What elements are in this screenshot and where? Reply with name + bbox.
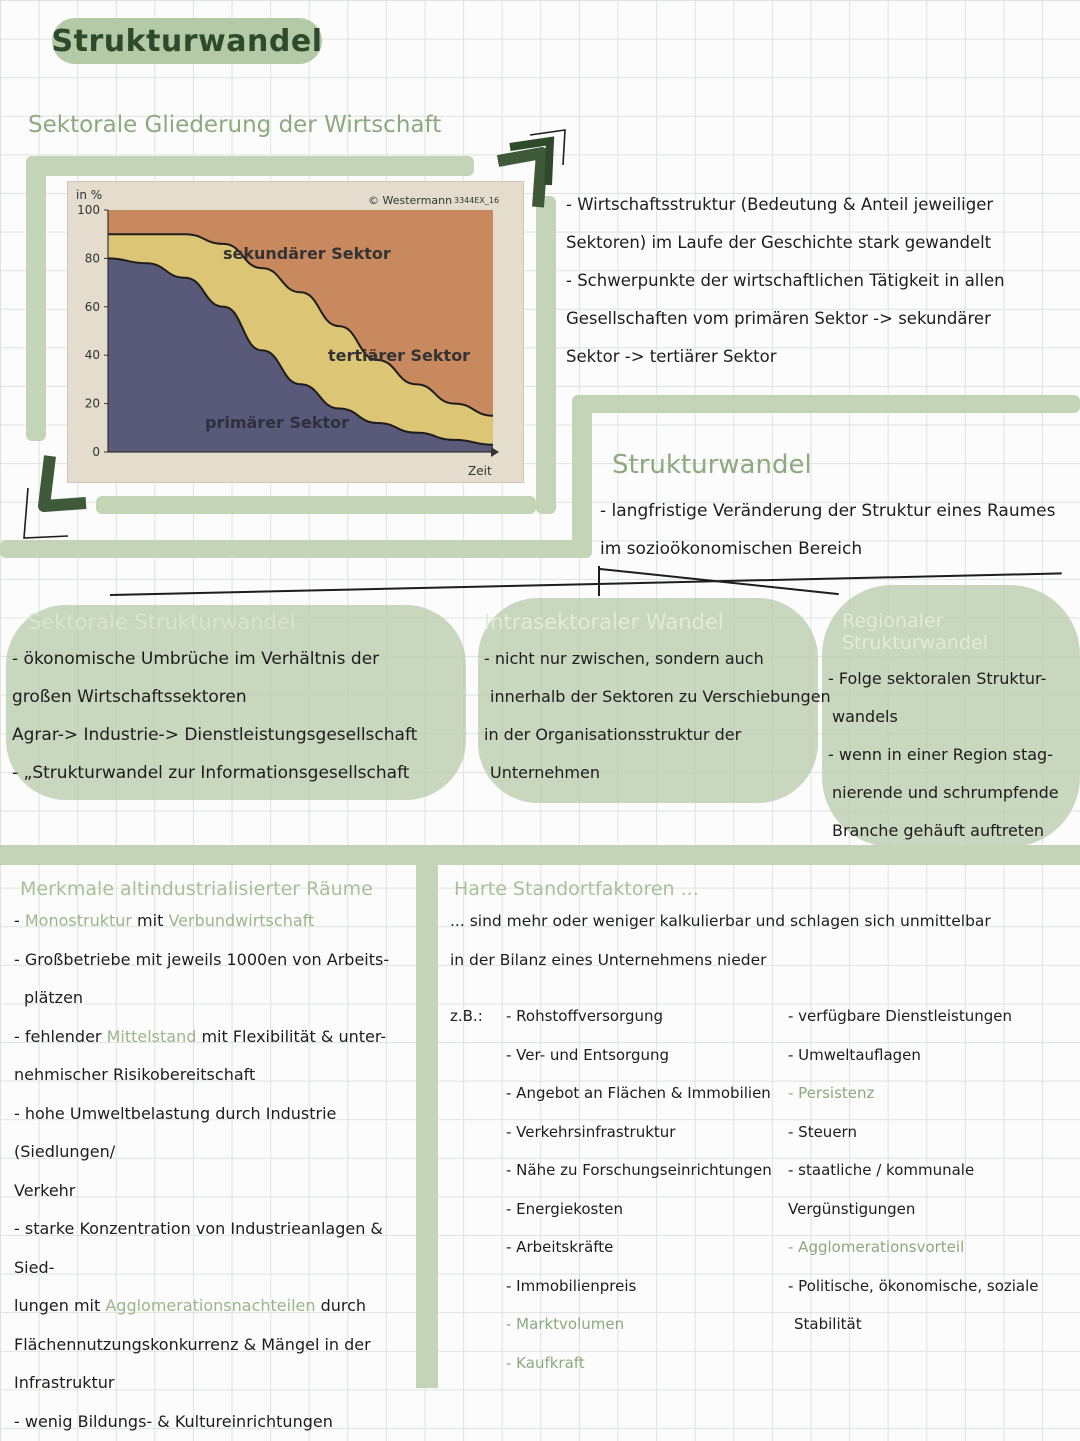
y-tick-label: 100	[77, 203, 100, 217]
sektoral-heading: Sektorale Strukturwandel	[28, 610, 417, 634]
text-line: - Umweltauflagen	[788, 1036, 1078, 1075]
list-item: - hohe Umweltbelastung durch Industrie (Siedlungen/	[14, 1095, 414, 1172]
separator-bar-vertical	[416, 845, 438, 1388]
frame-bar-top	[26, 156, 474, 176]
harte-intro	[450, 902, 1075, 979]
frame-bar-left	[26, 156, 46, 441]
text-line: - Steuern	[788, 1113, 1078, 1152]
merkmale-list	[14, 902, 414, 1441]
list-item	[14, 1287, 414, 1326]
list-item: nehmischer Risikobereitschaft	[14, 1056, 414, 1095]
series-label-tertiaer: tertiärer Sektor	[328, 346, 470, 365]
intrasektoral-lines	[484, 640, 831, 792]
list-item: Infrastruktur	[14, 1364, 414, 1403]
text-line: - Immobilienpreis	[506, 1267, 806, 1306]
section-heading-sektorale-gliederung: Sektorale Gliederung der Wirtschaft	[28, 112, 441, 138]
text-part: mit	[132, 911, 168, 930]
intrasektoral-column	[484, 610, 831, 792]
text-line: - Politische, ökonomische, soziale	[788, 1267, 1078, 1306]
harte-left-list	[506, 997, 806, 1382]
sector-chart	[68, 182, 523, 482]
sektoral-column	[12, 610, 417, 792]
chart-code: 3344EX_16	[454, 196, 499, 205]
y-tick-label: 0	[92, 445, 100, 459]
text-line: - langfristige Veränderung der Struktur eines Raumes	[600, 492, 1056, 530]
series-label-primaer: primärer Sektor	[205, 413, 349, 432]
zb-label: z.B.:	[450, 997, 483, 1036]
text-line: Sektoren) im Laufe der Geschichte stark gewandelt	[566, 224, 1005, 262]
y-tick-label: 80	[85, 251, 100, 265]
text-line: in der Organisationsstruktur der	[484, 716, 831, 754]
regional-column	[828, 610, 1080, 850]
text-line: - Wirtschaftsstruktur (Bedeutung & Anteil jeweiliger	[566, 186, 1005, 224]
text-line: Branche gehäuft auftreten	[832, 812, 1080, 850]
text-line: im sozioökonomischen Bereich	[600, 530, 1056, 568]
text-line: - Kaufkraft	[506, 1344, 806, 1383]
text-line: - Persistenz	[788, 1074, 1078, 1113]
text-part: Monostruktur	[25, 911, 132, 930]
y-tick-label: 20	[85, 397, 100, 411]
axis-arrow-icon	[491, 447, 499, 457]
list-item: Flächennutzungskonkurrenz & Mängel in der	[14, 1326, 414, 1365]
text-line: - Marktvolumen	[506, 1305, 806, 1344]
text-line: - staatliche / kommunale Vergünstigungen	[788, 1151, 1078, 1228]
text-line: - nicht nur zwischen, sondern auch	[484, 640, 831, 678]
text-line: - Schwerpunkte der wirtschaftlichen Tätigkeit in allen	[566, 262, 1005, 300]
tree-stem-line	[598, 566, 600, 596]
text-part: Mittelstand	[107, 1027, 197, 1046]
merkmale-column	[14, 878, 414, 1441]
list-item: - Großbetriebe mit jeweils 1000en von Arbeits-	[14, 941, 414, 980]
frame-bar-step-top	[572, 395, 1080, 413]
text-line: - Verkehrsinfrastruktur	[506, 1113, 806, 1152]
list-item	[14, 1018, 414, 1057]
list-item: plätzen	[24, 979, 414, 1018]
text-part: Verbundwirtschaft	[168, 911, 314, 930]
text-line: - Folge sektoralen Struktur-	[828, 660, 1080, 698]
y-tick-label: 40	[85, 348, 100, 362]
text-line: - verfügbare Dienstleistungen	[788, 997, 1078, 1036]
page-title: Strukturwandel	[52, 18, 322, 64]
separator-bar	[0, 845, 1080, 865]
regional-lines	[828, 660, 1080, 850]
sektoral-lines	[12, 640, 417, 792]
text-line: wandels	[832, 698, 1080, 736]
series-label-sekundaer: sekundärer Sektor	[223, 244, 391, 263]
text-line: - Ver- und Entsorgung	[506, 1036, 806, 1075]
wirtschaftsstruktur-notes	[566, 186, 1005, 376]
intrasektoral-heading: Intrasektoraler Wandel	[484, 610, 831, 634]
text-line: - Agglomerationsvorteil	[788, 1228, 1078, 1267]
chart-source: © Westermann	[368, 194, 452, 207]
text-line: innerhalb der Sektoren zu Verschiebungen	[490, 678, 831, 716]
harte-right-list	[788, 997, 1078, 1344]
list-item: Verkehr	[14, 1172, 414, 1211]
text-part: durch	[316, 1296, 367, 1315]
list-item: - wenig Bildungs- & Kultureinrichtungen	[14, 1403, 414, 1441]
text-line: - Arbeitskräfte	[506, 1228, 806, 1267]
strukturwandel-definition	[600, 492, 1056, 568]
text-line: - „Strukturwandel zur Informationsgesellschaft	[12, 754, 417, 792]
text-line: Agrar-> Industrie-> Dienstleistungsgesellschaft	[12, 716, 417, 754]
y-tick-label: 60	[85, 300, 100, 314]
sector-area-chart	[68, 182, 523, 482]
frame-bar-right	[536, 196, 556, 514]
chart-xlabel: Zeit	[468, 464, 492, 478]
frame-bar-step-vertical	[572, 395, 592, 558]
harte-heading: Harte Standortfaktoren ...	[454, 878, 1075, 900]
text-line: Unternehmen	[490, 754, 831, 792]
text-line: - Energiekosten	[506, 1190, 806, 1229]
harte-standortfaktoren	[450, 878, 1075, 979]
text-line: Sektor -> tertiärer Sektor	[566, 338, 1005, 376]
text-line: großen Wirtschaftssektoren	[12, 678, 417, 716]
text-part: - fehlender	[14, 1027, 107, 1046]
text-part: Agglomerationsnachteilen	[105, 1296, 315, 1315]
text-line: - Angebot an Flächen & Immobilien	[506, 1074, 806, 1113]
text-line: - ökonomische Umbrüche im Verhältnis der	[12, 640, 417, 678]
text-part: lungen mit	[14, 1296, 105, 1315]
text-line: - Rohstoffversorgung	[506, 997, 806, 1036]
list-item	[14, 902, 414, 941]
list-item: - starke Konzentration von Industrieanlagen & Sied-	[14, 1210, 414, 1287]
text-line: Stabilität	[794, 1305, 1078, 1344]
text-line: - wenn in einer Region stag-	[828, 736, 1080, 774]
text-line: ... sind mehr oder weniger kalkulierbar und schlagen sich unmittelbar	[450, 902, 1075, 941]
text-line: nierende und schrumpfende	[832, 774, 1080, 812]
merkmale-heading: Merkmale altindustrialisierter Räume	[20, 878, 414, 900]
text-line: Gesellschaften vom primären Sektor -> sekundärer	[566, 300, 1005, 338]
frame-bar-bottom	[96, 496, 536, 514]
text-line: in der Bilanz eines Unternehmens nieder	[450, 941, 1075, 980]
text-part: mit Flexibilität & unter-	[196, 1027, 386, 1046]
chart-ylabel: in %	[76, 188, 102, 202]
text-part: -	[14, 911, 25, 930]
strukturwandel-heading: Strukturwandel	[612, 450, 812, 480]
text-line: - Nähe zu Forschungseinrichtungen	[506, 1151, 806, 1190]
regional-heading: Regionaler Strukturwandel	[842, 610, 1080, 654]
